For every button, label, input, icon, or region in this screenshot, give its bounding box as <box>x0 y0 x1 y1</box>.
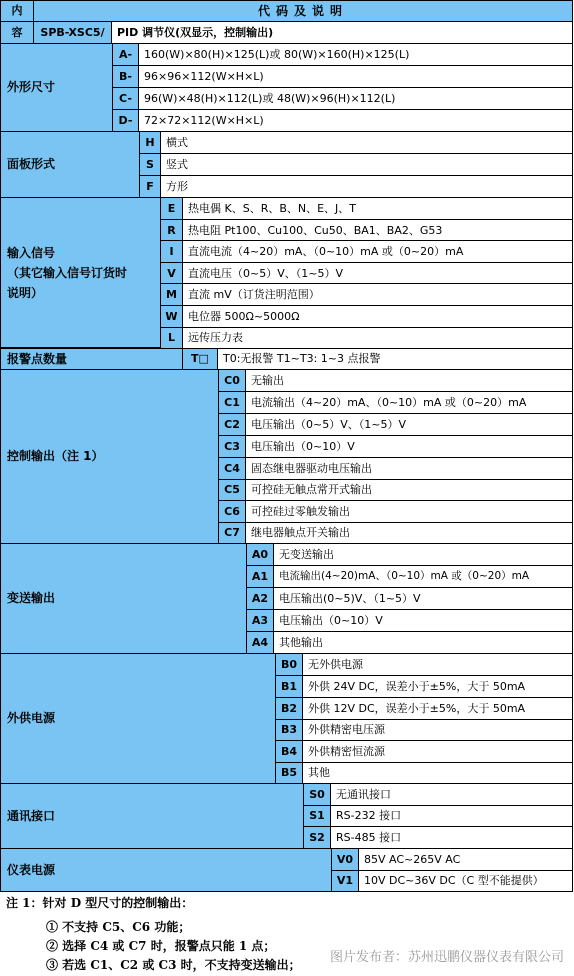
section-panel-title: 面板形式 <box>0 131 140 198</box>
desc-cell: T0:无报警 T1~T3: 1~3 点报警 <box>217 348 573 370</box>
section-comm-title: 通讯接口 <box>0 783 304 849</box>
desc-cell: RS-232 接口 <box>330 805 573 827</box>
code-cell: H <box>139 131 161 154</box>
desc-cell: 其他输出 <box>273 631 573 654</box>
code-cell: M <box>160 283 183 306</box>
code-cell: B1 <box>275 675 303 698</box>
code-cell: A2 <box>246 587 274 610</box>
desc-cell: 外供精密恒流源 <box>302 740 573 763</box>
section-alarm-title: 报警点数量 <box>0 348 183 370</box>
section-power-out-title: 外供电源 <box>0 653 276 784</box>
code-cell: C4 <box>218 457 246 480</box>
desc-cell: 电压输出（0~10）V <box>273 609 573 632</box>
code-cell: S <box>139 153 161 176</box>
code-cell: V <box>160 262 183 285</box>
code-cell: W <box>160 305 183 328</box>
desc-cell: 无外供电源 <box>302 653 573 676</box>
code-cell: T□ <box>182 348 218 370</box>
section-control-title: 控制输出（注 1） <box>0 369 219 544</box>
desc-cell: 直流 mV（订货注明范围） <box>182 283 573 306</box>
code-cell: V0 <box>331 848 359 871</box>
code-cell: F <box>139 175 161 198</box>
desc-cell: 热电阻 Pt100、Cu100、Cu50、BA1、BA2、G53 <box>182 219 573 242</box>
desc-cell: 无输出 <box>245 369 573 392</box>
section-size-title: 外形尺寸 <box>0 43 113 132</box>
input-title: 输入信号 <box>7 245 56 260</box>
watermark: 图片发布者：苏州迅鹏仪器仪表有限公司 <box>329 950 564 965</box>
note-item: ① 不支持 C5、C6 功能； <box>46 920 191 934</box>
code-cell: A1 <box>246 565 274 588</box>
desc-cell: 外供 12V DC，误差小于±5%，大于 50mA <box>302 697 573 720</box>
product-desc: PID 调节仪(双显示，控制输出) <box>111 21 573 44</box>
code-cell: C- <box>112 87 139 110</box>
desc-cell: 可控硅过零触发输出 <box>245 500 573 523</box>
code-cell: D- <box>112 109 139 132</box>
code-cell: B0 <box>275 653 303 676</box>
corner-top: 内 <box>0 0 34 22</box>
code-cell: E <box>160 197 183 220</box>
note-item: ③ 若选 C1、C2 或 C3 时，不支持变送输出； <box>46 958 301 972</box>
code-cell: A4 <box>246 631 274 654</box>
desc-cell: 可控硅无触点常开式输出 <box>245 479 573 501</box>
desc-cell: 继电器触点开关输出 <box>245 522 573 544</box>
desc-cell: 85V AC~265V AC <box>358 848 573 871</box>
code-cell: L <box>160 327 183 349</box>
code-cell: A3 <box>246 609 274 632</box>
desc-cell: 固态继电器驱动电压输出 <box>245 457 573 480</box>
note-item: ② 选择 C4 或 C7 时，报警点只能 1 点； <box>46 939 276 953</box>
desc-cell: 无通讯接口 <box>330 783 573 806</box>
code-cell: A- <box>112 43 139 66</box>
code-cell: B- <box>112 65 139 88</box>
code-cell: S0 <box>303 783 331 806</box>
desc-cell: 96×96×112(W×H×L) <box>138 65 573 88</box>
table-title: 代码及说明 <box>33 0 573 22</box>
desc-cell: 160(W)×80(H)×125(L)或 80(W)×160(H)×125(L) <box>138 43 573 66</box>
desc-cell: 10V DC~36V DC（C 型不能提供） <box>358 870 573 892</box>
code-cell: B4 <box>275 740 303 763</box>
desc-cell: 电压输出（0~10）V <box>245 435 573 458</box>
code-cell: S1 <box>303 805 331 827</box>
desc-cell: 电位器 500Ω~5000Ω <box>182 305 573 328</box>
desc-cell: 72×72×112(W×H×L) <box>138 109 573 132</box>
code-cell: B3 <box>275 719 303 741</box>
section-input-title <box>0 197 161 348</box>
section-supply-title: 仪表电源 <box>0 848 332 892</box>
desc-cell: 96(W)×48(H)×112(L)或 48(W)×96(H)×112(L) <box>138 87 573 110</box>
corner-bottom: 容 <box>0 21 34 44</box>
code-cell: C7 <box>218 522 246 544</box>
desc-cell: 热电偶 K、S、R、B、N、E、J、T <box>182 197 573 220</box>
model-code: SPB-XSC5/ <box>33 21 112 44</box>
desc-cell: 直流电压（0~5）V、（1~5）V <box>182 262 573 285</box>
code-cell: S2 <box>303 826 331 849</box>
code-cell: V1 <box>331 870 359 892</box>
code-cell: C5 <box>218 479 246 501</box>
desc-cell: 远传压力表 <box>182 327 573 349</box>
code-cell: A0 <box>246 543 274 566</box>
desc-cell: 外供 24V DC，误差小于±5%，大于 50mA <box>302 675 573 698</box>
section-transmit-title: 变送输出 <box>0 543 247 654</box>
desc-cell: 其他 <box>302 762 573 784</box>
desc-cell: 直流电流（4~20）mA、（0~10）mA 或（0~20）mA <box>182 240 573 263</box>
desc-cell: 方形 <box>160 175 573 198</box>
desc-cell: 电流输出（4~20）mA、（0~10）mA 或（0~20）mA <box>245 391 573 414</box>
input-subtitle-1: （其它输入信号订货时 <box>7 265 128 280</box>
desc-cell: 无变送输出 <box>273 543 573 566</box>
desc-cell: 电压输出(0~5)V、（1~5）V <box>273 587 573 610</box>
desc-cell: 电流输出(4~20)mA、（0~10）mA 或（0~20）mA <box>273 565 573 588</box>
note-title: 注 1：针对 D 型尺寸的控制输出： <box>6 896 194 910</box>
code-cell: C2 <box>218 413 246 436</box>
code-cell: C1 <box>218 391 246 414</box>
code-cell: B5 <box>275 762 303 784</box>
code-cell: B2 <box>275 697 303 720</box>
desc-cell: 横式 <box>160 131 573 154</box>
code-cell: C0 <box>218 369 246 392</box>
desc-cell: 电压输出（0~5）V、（1~5）V <box>245 413 573 436</box>
code-cell: I <box>160 240 183 263</box>
desc-cell: RS-485 接口 <box>330 826 573 849</box>
code-cell: C3 <box>218 435 246 458</box>
desc-cell: 竖式 <box>160 153 573 176</box>
code-cell: C6 <box>218 500 246 523</box>
code-cell: R <box>160 219 183 242</box>
input-subtitle-2: 说明） <box>7 285 44 300</box>
desc-cell: 外供精密电压源 <box>302 719 573 741</box>
